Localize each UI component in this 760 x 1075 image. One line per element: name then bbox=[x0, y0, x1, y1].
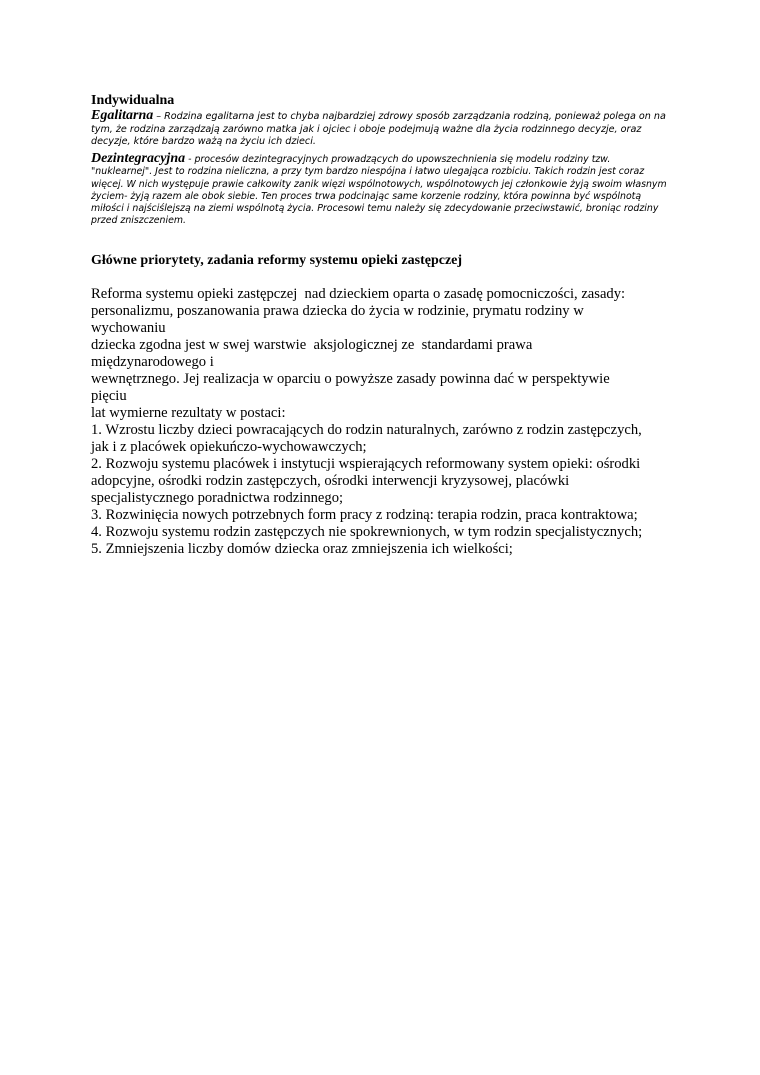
body-line: personalizmu, poszanowania prawa dziecka do życia w rodzinie, prymatu rodziny w bbox=[91, 303, 584, 319]
dezintegracyjna-text: - procesów dezintegracyjnych prowadzących do upowszechnienia się modelu rodziny tzw. "nuklearnej". Jest to rodzina nieliczna, a przy tym bardzo niespójna i łatwo ulegająca rozbiciu. Takich rodzin jest coraz więcej. W nich występuje prawie całkowity zanik więzi wspólnotowych, wspólnotowych jej członkowie żyją swoim własnym życiem- żyją razem ale obok siebie. Ten proces trwa podcinając same korzenie rodziny, która powinna być wspólnotą miłości i najściślejszą na ziemi wspólnotą życia. Procesowi temu należy się zdecydowanie przeciwstawić, broniąc rodziny przed zniszczeniem. bbox=[91, 154, 667, 227]
body-line: międzynarodowego i bbox=[91, 354, 214, 370]
reform-body-text bbox=[91, 286, 681, 558]
egalitarna-text: – Rodzina egalitarna jest to chyba najbardziej zdrowy sposób zarządzania rodziną, ponieważ polega on na tym, że rodzina zarządzają zarówno matka jak i ojciec i oboje podejmują ważne dla życia rodzinnego decyzje, oraz decyzje, które bardzo ważą na życiu ich dzieci. bbox=[91, 111, 666, 148]
body-line: dziecka zgodna jest w swej warstwie aksjologicznej ze standardami prawa bbox=[91, 337, 533, 353]
body-line: wychowaniu bbox=[91, 320, 166, 336]
list-item: 4. Rozwoju systemu rodzin zastępczych nie spokrewnionych, w tym rodzin specjalistycznych; bbox=[91, 524, 643, 540]
body-line: wewnętrznego. Jej realizacja w oparciu o powyższe zasady powinna dać w perspektywie bbox=[91, 371, 610, 387]
list-item: 3. Rozwinięcia nowych potrzebnych form pracy z rodziną: terapia rodzin, praca kontraktowa; bbox=[91, 507, 638, 523]
list-item: 1. Wzrostu liczby dzieci powracających do rodzin naturalnych, zarówno z rodzin zastępczych, bbox=[91, 422, 642, 438]
heading-priorytety: Główne priorytety, zadania reformy systemu opieki zastępczej bbox=[91, 253, 463, 268]
list-item-continuation: specjalistycznego poradnictwa rodzinnego; bbox=[91, 490, 344, 506]
list-item: 2. Rozwoju systemu placówek i instytucji wspierających reformowany system opieki: ośrodki bbox=[91, 456, 641, 472]
list-item-continuation: jak i z placówek opiekuńczo-wychowawczych; bbox=[91, 439, 367, 455]
body-line: Reforma systemu opieki zastępczej nad dzieckiem oparta o zasadę pomocniczości, zasady: bbox=[91, 286, 626, 302]
paragraph-egalitarna bbox=[91, 110, 671, 149]
list-item-continuation: adopcyjne, ośrodki rodzin zastępczych, ośrodki interwencji kryzysowej, placówki bbox=[91, 473, 570, 489]
body-line: lat wymierne rezultaty w postaci: bbox=[91, 405, 286, 421]
list-item: 5. Zmniejszenia liczby domów dziecka oraz zmniejszenia ich wielkości; bbox=[91, 541, 513, 557]
body-line: pięciu bbox=[91, 388, 127, 404]
heading-indywidualna: Indywidualna bbox=[91, 93, 175, 108]
paragraph-dezintegracyjna bbox=[91, 153, 671, 228]
term-dezintegracyjna: Dezintegracyjna bbox=[91, 151, 186, 166]
term-egalitarna: Egalitarna bbox=[91, 108, 154, 123]
